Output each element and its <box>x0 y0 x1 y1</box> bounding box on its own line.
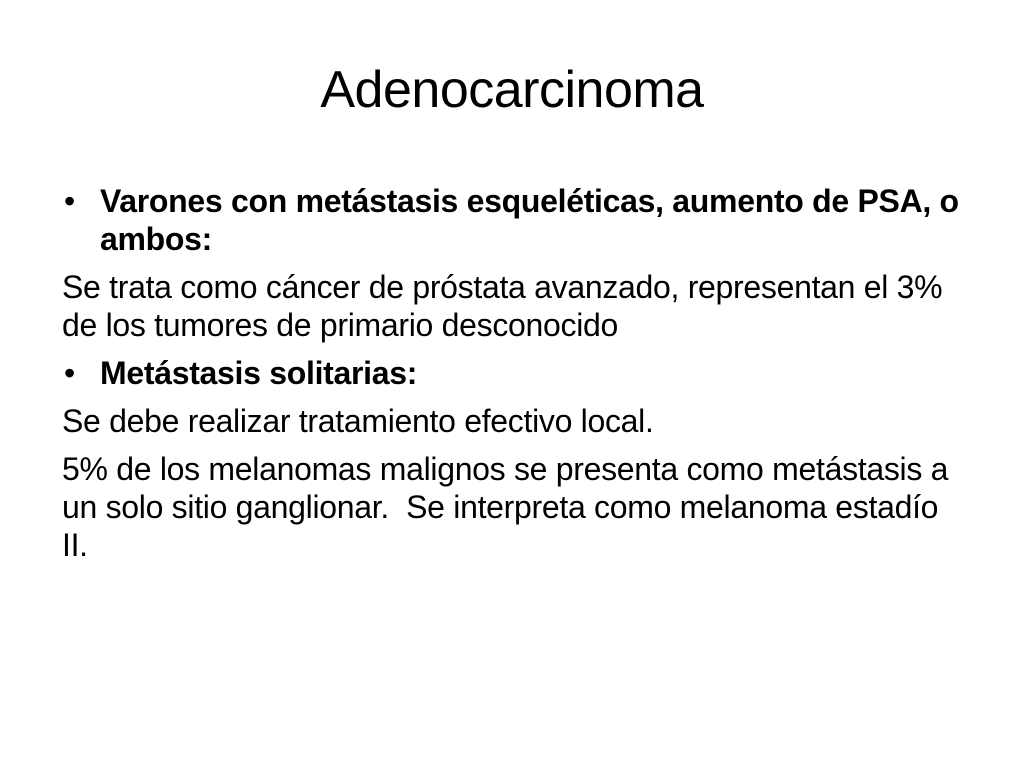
bullet-icon: • <box>64 355 75 391</box>
slide-title: Adenocarcinoma <box>320 61 704 119</box>
bullet-item-1 <box>62 182 972 258</box>
paragraph-3: 5% de los melanomas malignos se presenta como metástasis a un solo sitio ganglionar. Se interpreta como melanoma estadío II. <box>62 451 957 563</box>
bullet-item-2 <box>62 354 972 392</box>
bullet-text: Varones con metástasis esqueléticas, aumento de PSA, o ambos: <box>100 183 959 257</box>
paragraph-2: Se debe realizar tratamiento efectivo local. <box>62 403 654 439</box>
bullet-text: Metástasis solitarias: <box>100 355 418 391</box>
paragraph-1: Se trata como cáncer de próstata avanzado, representan el 3% de los tumores de primario desconocido <box>62 269 943 343</box>
bullet-icon: • <box>64 183 75 219</box>
slide-body <box>62 182 972 574</box>
